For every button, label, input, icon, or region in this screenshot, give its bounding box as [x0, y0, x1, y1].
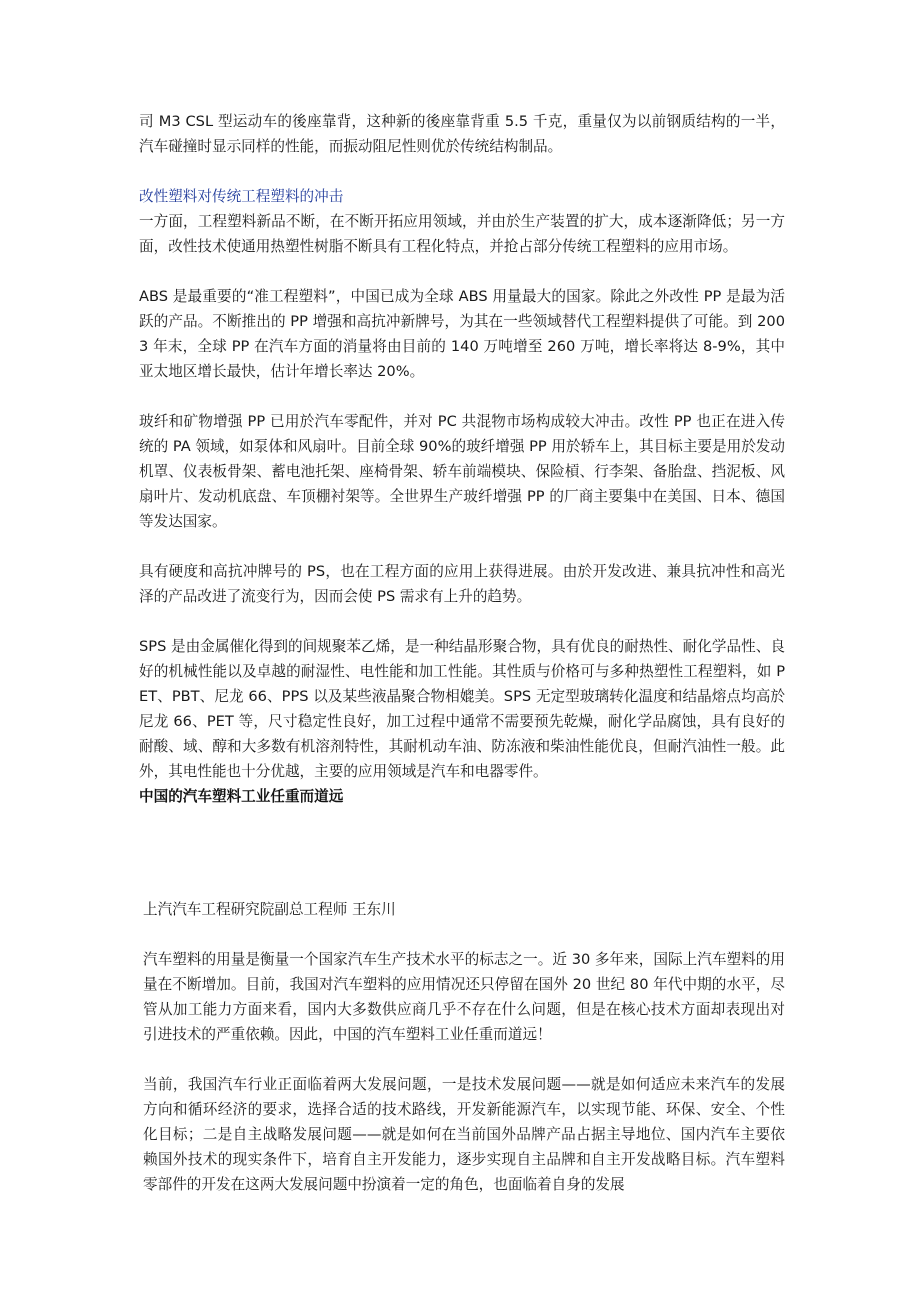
- paragraph-abs-pp: ABS 是最重要的“准工程塑料”，中国已成为全球 ABS 用量最大的国家。除此之外改性 PP 是最为活跃的产品。不断推出的 PP 增强和高抗冲新牌号，为其在一些领域替代工程塑料提供了可能。到 2003 年末，全球 PP 在汽车方面的消量将由目前的 140 万吨增至 260 万吨，增长率将达 8-9%，其中亚太地区增长最快，估计年增长率达 20%。: [139, 288, 785, 380]
- paragraph-auto-plastics-usage: 汽车塑料的用量是衡量一个国家汽车生产技术水平的标志之一。近 30 多年来，国际上汽车塑料的用量在不断增加。目前，我国对汽车塑料的应用情况还只停留在国外 20 世纪 80 年代中期的水平，尽管从加工能力方面来看，国内大多数供应商几乎不存在什么问题，但是在核心技术方面却表现出对引进技术的严重依赖。因此，中国的汽车塑料工业任重而道远！: [143, 951, 785, 1043]
- paragraph-intro: 司 M3 CSL 型运动车的後座靠背，这种新的後座靠背重 5.5 千克，重量仅为以前钢质结构的一半，汽车碰撞时显示同样的性能，而振动阻尼性则优於传统结构制品。: [139, 113, 785, 155]
- document-page: [139, 109, 785, 1197]
- paragraph-sps: SPS 是由金属催化得到的间规聚苯乙烯，是一种结晶形聚合物，具有优良的耐热性、耐化学品性、良好的机械性能以及卓越的耐湿性、电性能和加工性能。其性质与价格可与多种热塑性工程塑料，如 PET、PBT、尼龙 66、PPS 以及某些液晶聚合物相媲美。SPS 无定型玻璃转化温度和结晶熔点均高於尼龙 66、PET 等，尺寸稳定性良好，加工过程中通常不需要预先乾燥，耐化学品腐蚀，具有良好的耐酸、域、醇和大多数有机溶剂特性，其耐机动车油、防冻液和柴油性能优良，但耐汽油性一般。此外，其电性能也十分优越，主要的应用领域是汽车和电器零件。: [139, 638, 785, 780]
- author-line: 上汽汽车工程研究院副总工程师 王东川: [143, 901, 396, 918]
- paragraph-development-issues: 当前，我国汽车行业正面临着两大发展问题，一是技术发展问题——就是如何适应未来汽车的发展方向和循环经济的要求，选择合适的技术路线，开发新能源汽车，以实现节能、环保、安全、个性化目标；二是自主战略发展问题——就是如何在当前国外品牌产品占据主导地位、国内汽车主要依赖国外技术的现实条件下，培育自主开发能力，逐步实现自主品牌和自主开发战略目标。汽车塑料零部件的开发在这两大发展问题中扮演着一定的角色，也面临着自身的发展: [143, 1076, 785, 1193]
- paragraph-ps: 具有硬度和高抗冲牌号的 PS，也在工程方面的应用上获得进展。由於开发改进、兼具抗冲性和高光泽的产品改进了流变行为，因而会使 PS 需求有上升的趋势。: [139, 563, 785, 605]
- paragraph-engineering-plastics: 一方面，工程塑料新品不断，在不断开拓应用领域，并由於生产装置的扩大，成本逐渐降低；另一方面，改性技术使通用热塑性树脂不断具有工程化特点，并抢占部分传统工程塑料的应用市场。: [139, 213, 785, 255]
- section-heading-china-auto-plastics: 中国的汽车塑料工业任重而道远: [139, 788, 344, 805]
- paragraph-glass-fiber-pp: 玻纤和矿物增强 PP 已用於汽车零配件，并对 PC 共混物市场构成较大冲击。改性 PP 也正在进入传统的 PA 领域，如泵体和风扇叶。目前全球 90%的玻纤增强 PP 用於轿车上，其目标主要是用於发动机罩、仪表板骨架、蓄电池托架、座椅骨架、轿车前端模块、保险槓、行李架、备胎盘、挡泥板、风扇叶片、发动机底盘、车顶棚衬架等。全世界生产玻纤增强 PP 的厂商主要集中在美国、日本、德国等发达国家。: [139, 413, 785, 530]
- section-heading-modified-plastics: 改性塑料对传统工程塑料的冲击: [139, 188, 344, 205]
